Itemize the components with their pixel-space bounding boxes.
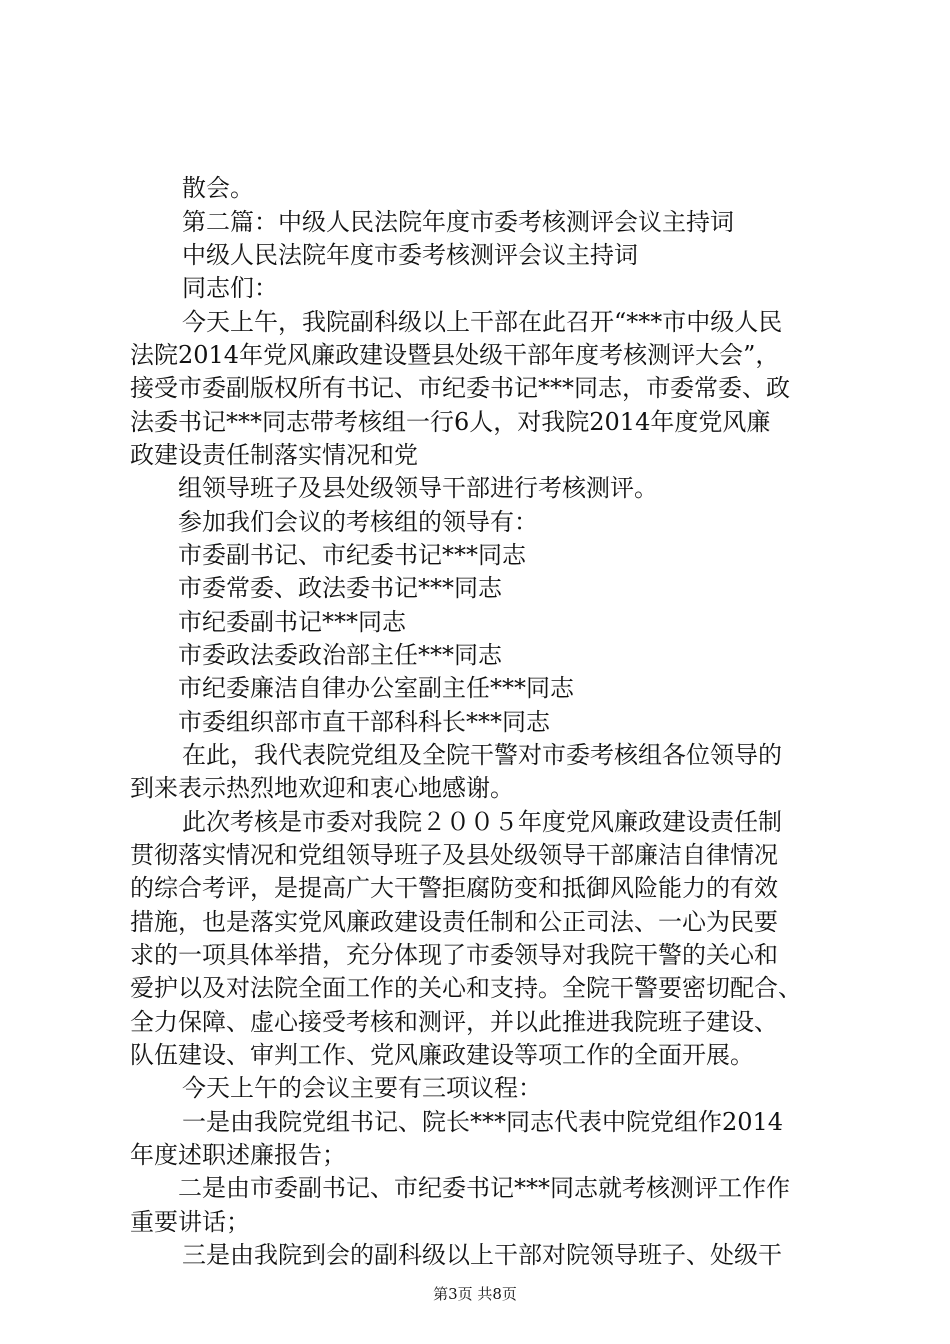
text-line: 参加我们会议的考核组的领导有： xyxy=(178,508,538,536)
text-line: 市委副书记、市纪委书记***同志 xyxy=(178,541,526,569)
text-line: 年度述职述廉报告； xyxy=(130,1141,346,1169)
text-line: 市委常委、政法委书记***同志 xyxy=(178,574,502,602)
text-line: 市委组织部市直干部科科长***同志 xyxy=(178,708,550,736)
text-line: 重要讲话； xyxy=(130,1208,250,1236)
text-line: 市纪委副书记***同志 xyxy=(178,608,406,636)
text-line: 爱护以及对法院全面工作的关心和支持。全院干警要密切配合、 xyxy=(130,974,802,1002)
text-line: 三是由我院到会的副科级以上干部对院领导班子、处级干 xyxy=(182,1241,782,1269)
page-number-footer: 第3页 共8页 xyxy=(433,1285,517,1303)
text-line: 中级人民法院年度市委考核测评会议主持词 xyxy=(182,241,638,269)
text-line: 贯彻落实情况和党组领导班子及县处级领导干部廉洁自律情况 xyxy=(130,841,778,869)
text-line: 组领导班子及县处级领导干部进行考核测评。 xyxy=(178,474,658,502)
text-line: 今天上午的会议主要有三项议程： xyxy=(182,1074,542,1102)
text-line: 接受市委副版权所有书记、市纪委书记***同志，市委常委、政 xyxy=(130,374,790,402)
text-line: 散会。 xyxy=(182,174,254,202)
text-line: 同志们： xyxy=(182,274,278,302)
text-line: 在此，我代表院党组及全院干警对市委考核组各位领导的 xyxy=(182,741,782,769)
text-line: 一是由我院党组书记、院长***同志代表中院党组作2014 xyxy=(182,1108,784,1136)
text-line: 今天上午，我院副科级以上干部在此召开“***市中级人民 xyxy=(182,308,783,336)
text-line: 到来表示热烈地欢迎和衷心地感谢。 xyxy=(130,774,514,802)
text-line: 第二篇：中级人民法院年度市委考核测评会议主持词 xyxy=(182,208,734,236)
text-line: 市纪委廉洁自律办公室副主任***同志 xyxy=(178,674,574,702)
text-line: 法院2014年党风廉政建设暨县处级干部年度考核测评大会”， xyxy=(130,341,780,369)
text-line: 政建设责任制落实情况和党 xyxy=(130,441,418,469)
text-line: 此次考核是市委对我院２００５年度党风廉政建设责任制 xyxy=(182,808,782,836)
text-line: 全力保障、虚心接受考核和测评，并以此推进我院班子建设、 xyxy=(130,1008,778,1036)
text-line: 求的一项具体举措，充分体现了市委领导对我院干警的关心和 xyxy=(130,941,778,969)
text-line: 措施，也是落实党风廉政建设责任制和公正司法、一心为民要 xyxy=(130,908,778,936)
text-line: 队伍建设、审判工作、党风廉政建设等项工作的全面开展。 xyxy=(130,1041,754,1069)
text-line: 二是由市委副书记、市纪委书记***同志就考核测评工作作 xyxy=(178,1174,790,1202)
text-line: 法委书记***同志带考核组一行6人，对我院2014年度党风廉 xyxy=(130,408,771,436)
text-line: 的综合考评，是提高广大干警拒腐防变和抵御风险能力的有效 xyxy=(130,874,778,902)
text-line: 市委政法委政治部主任***同志 xyxy=(178,641,502,669)
